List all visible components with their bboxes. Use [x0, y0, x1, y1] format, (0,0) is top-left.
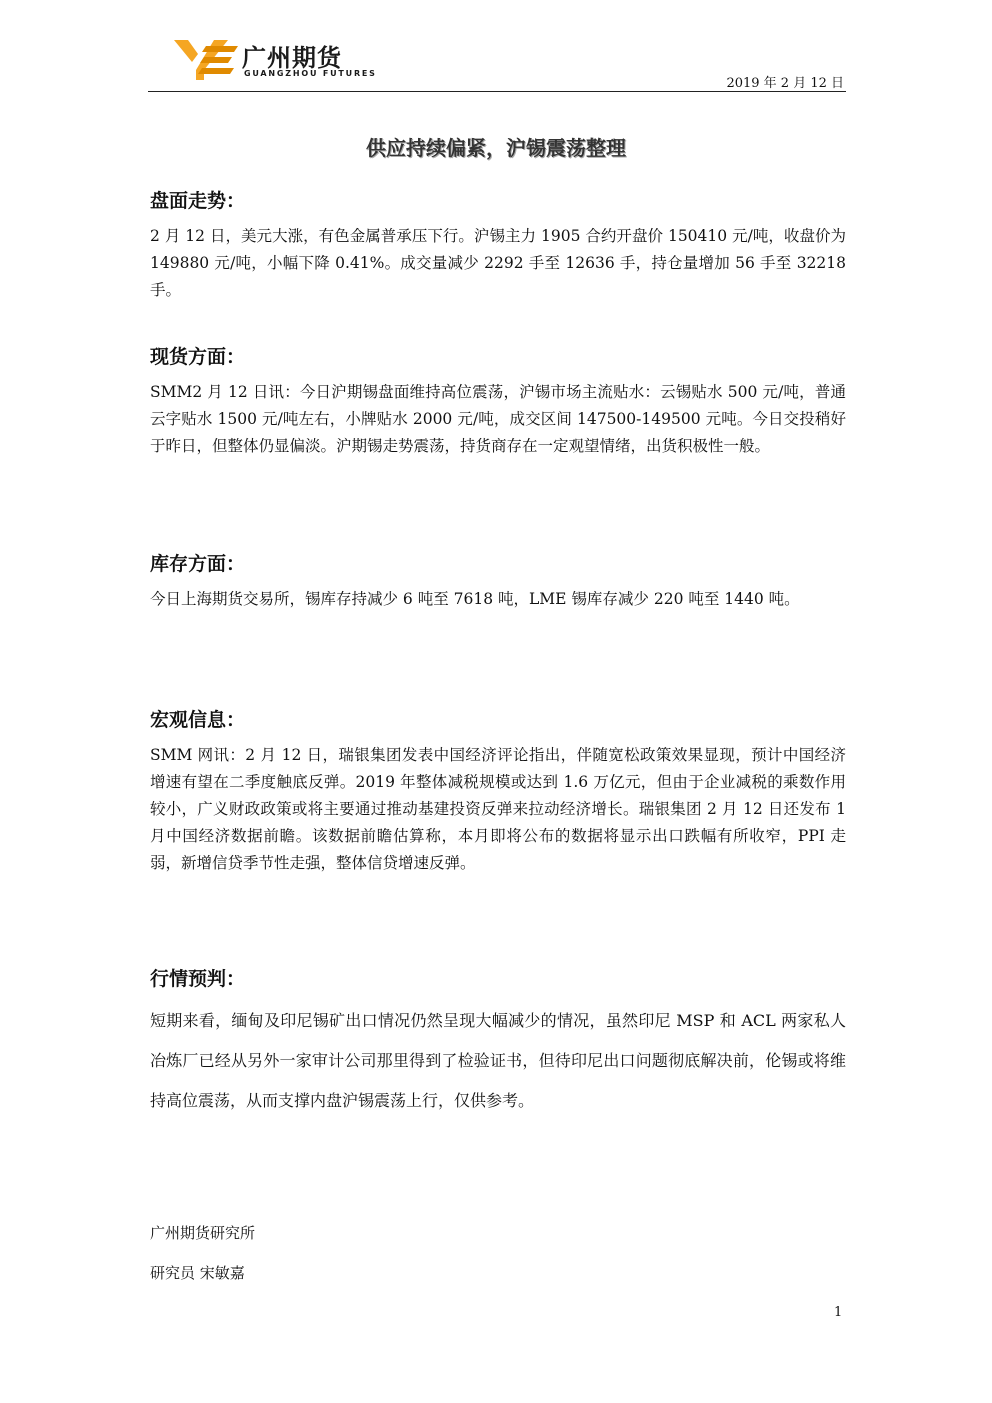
- section-outlook: [150, 964, 846, 1121]
- section-inventory: [150, 549, 846, 613]
- institute-name: 广州期货研究所: [150, 1224, 256, 1242]
- company-logo: [174, 38, 434, 86]
- logo-english-name: GUANGZHOU FUTURES: [244, 69, 377, 78]
- report-title: 供应持续偏紧，沪锡震荡整理: [366, 136, 626, 160]
- section-text: 2 月 12 日，美元大涨，有色金属普承压下行。沪锡主力 1905 合约开盘价 150410 元/吨，收盘价为 149880 元/吨，小幅下降 0.41%。成交量减少 2292 手至 12636 手，持仓量增加 56 手至 32218 手。: [150, 227, 846, 299]
- section-text: 短期来看，缅甸及印尼锡矿出口情况仍然呈现大幅减少的情况，虽然印尼 MSP 和 ACL 两家私人冶炼厂已经从另外一家审计公司那里得到了检验证书，但待印尼出口问题彻底解决前，伦锡或将维持高位震荡，从而支撑内盘沪锡震荡上行，仅供参考。: [150, 1011, 846, 1110]
- researcher-name: 研究员 宋敏嘉: [150, 1264, 245, 1282]
- header-rule: [148, 91, 846, 92]
- section-heading: 宏观信息：: [150, 709, 246, 731]
- page-number: 1: [834, 1305, 843, 1320]
- section-spot: [150, 342, 846, 460]
- section-text: 今日上海期货交易所，锡库存持减少 6 吨至 7618 吨，LME 锡库存减少 220 吨至 1440 吨。: [150, 590, 800, 608]
- section-heading: 库存方面：: [150, 553, 246, 575]
- logo-mark-icon: [174, 40, 238, 80]
- section-heading: 现货方面：: [150, 346, 246, 368]
- page-header: [148, 38, 846, 94]
- section-heading: 行情预判：: [150, 968, 246, 990]
- section-heading: 盘面走势：: [150, 190, 246, 212]
- section-market-trend: [150, 186, 846, 304]
- logo-chinese-name: 广州期货: [242, 44, 342, 72]
- section-text: SMM2 月 12 日讯：今日沪期锡盘面维持高位震荡，沪锡市场主流贴水：云锡贴水 500 元/吨，普通云字贴水 1500 元/吨左右，小牌贴水 2000 元/吨，成交区间 147500-149500 元吨。今日交投稍好于昨日，但整体仍显偏淡。沪期锡走势震荡，持货商存在一定观望情绪，出货积极性一般。: [150, 383, 846, 455]
- section-macro: [150, 705, 846, 877]
- section-text: SMM 网讯：2 月 12 日，瑞银集团发表中国经济评论指出，伴随宽松政策效果显现，预计中国经济增速有望在二季度触底反弹。2019 年整体减税规模或达到 1.6 万亿元，但由于企业减税的乘数作用较小，广义财政政策或将主要通过推动基建投资反弹来拉动经济增长。瑞银集团 2 月 12 日还发布 1 月中国经济数据前瞻。该数据前瞻估算称，本月即将公布的数据将显示出口跌幅有所收窄，PPI 走弱，新增信贷季节性走强，整体信贷增速反弹。: [150, 746, 846, 872]
- report-date: 2019 年 2 月 12 日: [726, 76, 844, 91]
